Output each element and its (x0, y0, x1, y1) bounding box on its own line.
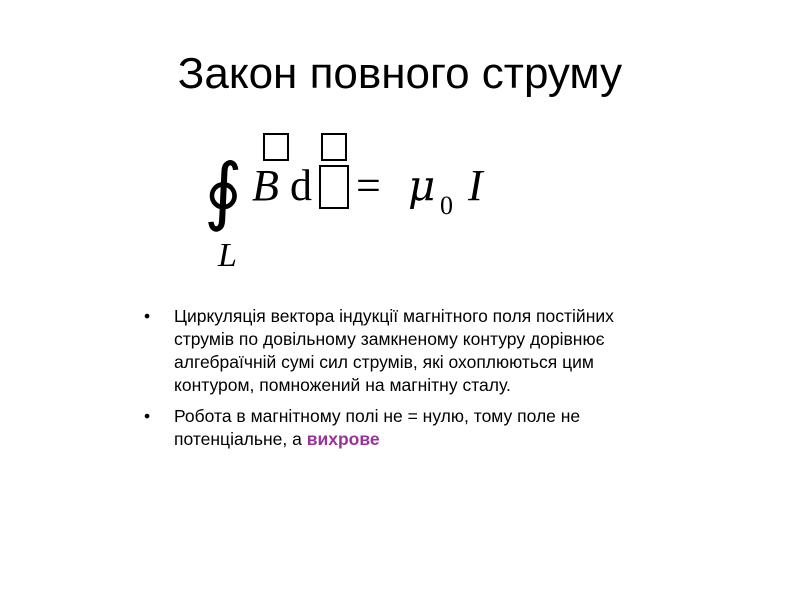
bullet-text: Робота в магнітному полі не = нулю, тому поле не потенціальне, а (174, 406, 581, 449)
formula-svg (200, 128, 520, 278)
bullet-icon: • (144, 306, 151, 326)
vector-arrow-box (264, 134, 288, 160)
mu-constant: μ (408, 161, 436, 210)
contour-integral-symbol: ∮ (204, 148, 243, 234)
ampere-law-formula (200, 128, 520, 278)
vector-b: B (252, 161, 279, 210)
current-i: I (468, 161, 483, 210)
highlighted-term: вихрове (306, 429, 380, 449)
missing-glyph-box (320, 166, 348, 208)
bullet-list (142, 305, 642, 459)
integral-lower-limit: L (218, 237, 237, 274)
vector-arrow-box-2 (322, 134, 346, 160)
bullet-icon: • (144, 406, 151, 426)
slide-title: Закон повного струму (177, 49, 623, 98)
bullet-item-circulation (142, 305, 642, 397)
mu-subscript: 0 (440, 191, 453, 220)
equals-sign: = (356, 161, 381, 210)
differential-d: d (290, 161, 312, 210)
bullet-item-vortex-field (142, 405, 642, 451)
bullet-text: Циркуляція вектора індукції магнітного поля постійних струмів по довільному замкненому контуру дорівнює алгебраїчній сумі сил струмів, які охоплюються цим контуром, помножений на магнітну сталу. (174, 306, 614, 395)
